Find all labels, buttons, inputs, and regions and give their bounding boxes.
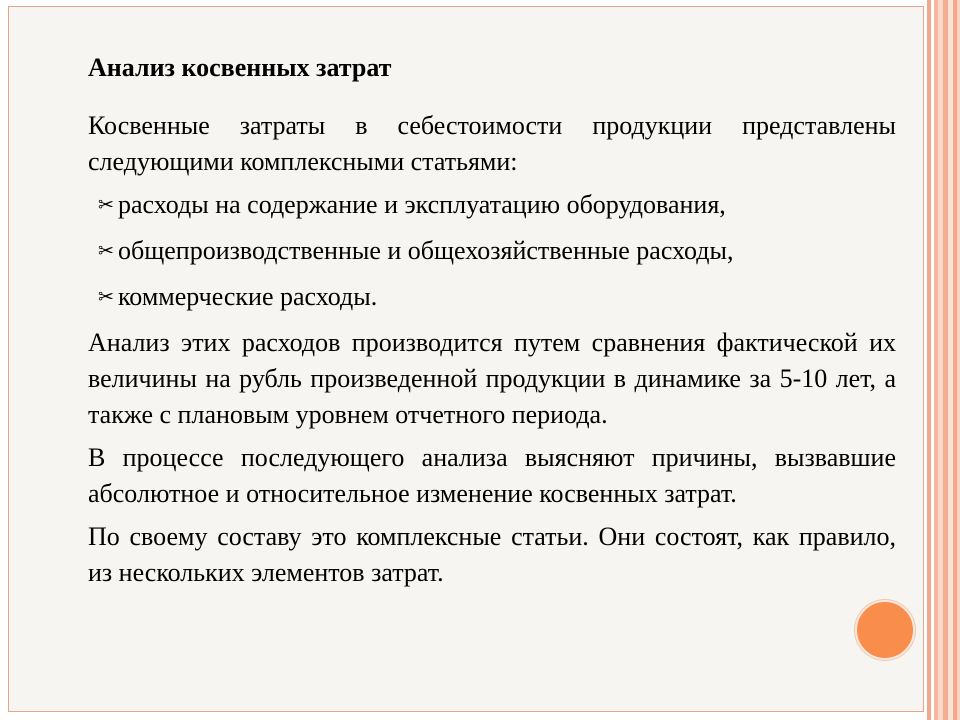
slide-content: [88, 50, 896, 598]
bullet-text: расходы на содержание и эксплуатацию оборудования,: [118, 190, 726, 219]
scissors-icon: ✂: [98, 195, 114, 216]
intro-paragraph: Косвенные затраты в себестоимости продукции представлены следующими комплексными статьями:: [88, 111, 896, 176]
decorative-stripes: [924, 0, 960, 720]
scissors-icon: ✂: [98, 241, 114, 262]
bullet-item: [88, 279, 896, 318]
bullet-text: общепроизводственные и общехозяйственные расходы,: [118, 236, 734, 265]
slide-title: Анализ косвенных затрат: [88, 53, 392, 82]
composition-paragraph: По своему составу это комплексные статьи. Они состоят, как правило, из нескольких элементов затрат.: [88, 522, 896, 587]
bullet-item: [88, 233, 896, 272]
orange-circle-icon: [855, 600, 915, 660]
scissors-icon: ✂: [98, 287, 114, 308]
bullet-item: [88, 187, 896, 226]
bullet-text: коммерческие расходы.: [118, 282, 378, 311]
process-paragraph: В процессе последующего анализа выясняют причины, вызвавшие абсолютное и относительное изменение косвенных затрат.: [88, 443, 896, 508]
analysis-paragraph: Анализ этих расходов производится путем сравнения фактической их величины на рубль произведенной продукции в динамике за 5-10 лет, а также с плановым уровнем отчетного периода.: [88, 328, 896, 429]
